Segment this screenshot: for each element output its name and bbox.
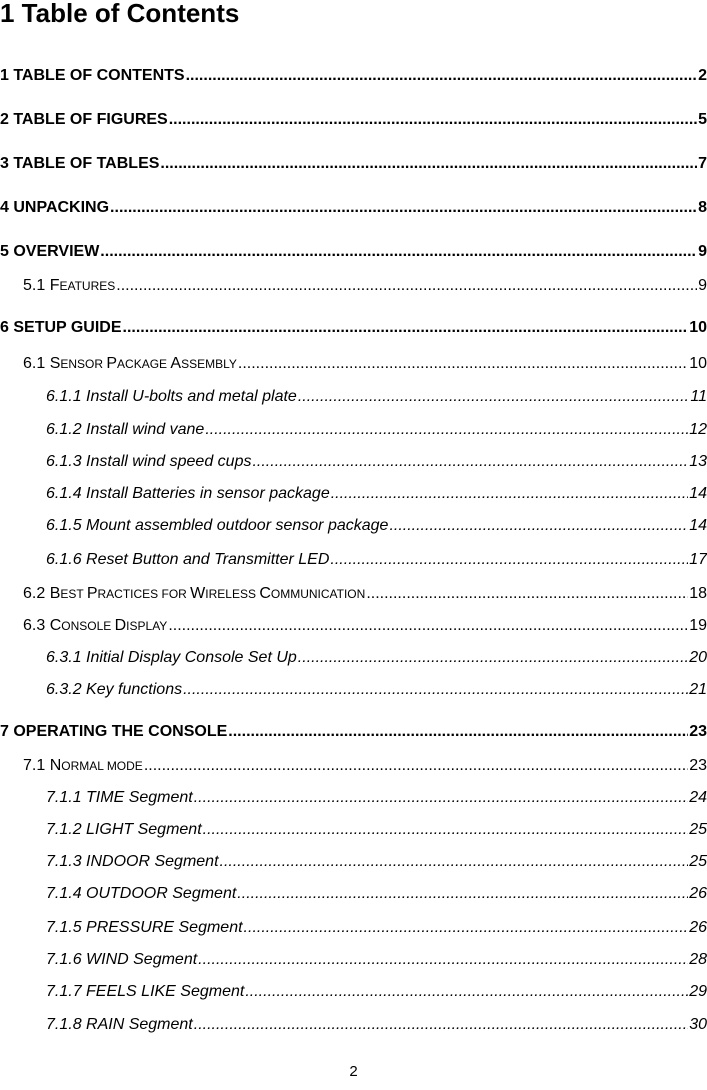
toc-dot-leader [183,680,688,700]
toc-entry[interactable] [0,150,707,174]
toc-entry[interactable] [46,512,707,536]
toc-entry-page-number: 20 [689,649,707,666]
toc-entry-page-number: 24 [689,789,707,806]
toc-entry-page-number: 10 [689,355,707,372]
toc-entry[interactable] [46,946,707,970]
toc-entry-title [46,550,329,570]
toc-entry-title-part: 6.1.4 Install Batteries in sensor package [46,485,330,502]
toc-entry-title-part: EATURES [59,279,116,293]
toc-dot-leader [116,276,697,296]
toc-entry-page-number: 12 [689,421,707,438]
toc-entry[interactable] [46,784,707,808]
toc-entry-page-number: 21 [689,681,707,698]
toc-entry-title [23,276,115,296]
toc-dot-leader [186,66,698,86]
toc-dot-leader [194,788,688,808]
toc-entry[interactable] [46,546,707,570]
toc-entry-title [0,110,168,130]
toc-dot-leader [330,550,688,570]
toc-entry-title-part: 7.1.3 INDOOR Segment [46,853,219,870]
toc-entry-title-part: ISPLAY [126,619,168,633]
toc-entry-page-number: 18 [689,585,707,602]
toc-entry[interactable] [0,314,707,338]
toc-entry-title [46,387,297,407]
toc-entry-page-number: 14 [689,517,707,534]
toc-entry-title-part: 7 OPERATING THE CONSOLE [0,723,228,740]
toc-entry-page-number: 8 [698,199,707,216]
toc-entry-title [46,484,330,504]
toc-entry-page-number: 5 [698,111,707,128]
toc-dot-leader [198,950,688,970]
toc-entry-page-number: 14 [689,485,707,502]
toc-entry-page-number: 25 [689,853,707,870]
toc-entry-title [23,354,237,374]
toc-entry[interactable] [46,480,707,504]
toc-entry-page-number: 11 [690,388,707,405]
toc-dot-leader [220,852,689,872]
toc-entry-title-part: 6.3.2 Key functions [46,681,183,698]
toc-entry[interactable] [46,816,707,840]
toc-entry-title-part: 6.1.2 Install wind vane [46,421,205,438]
toc-entry-title-part: 6.1.1 Install U-bolts and metal plate [46,388,297,405]
footer-page-number: 2 [349,1063,358,1080]
toc-entry-title [0,154,159,174]
toc-entry-title [46,1015,193,1035]
toc-dot-leader [110,198,697,218]
toc-entry-title [46,884,236,904]
toc-entry-page-number: 9 [698,277,707,294]
toc-entry-title-part: 7.1.2 LIGHT Segment [46,821,202,838]
toc-entry-title [0,318,122,338]
toc-dot-leader [194,1015,688,1035]
toc-entry-title-part: 3 TABLE OF TABLES [0,155,160,172]
toc-entry[interactable] [0,194,707,218]
toc-entry-title-part: 6 SETUP GUIDE [0,319,122,336]
toc-dot-leader [244,918,689,938]
toc-dot-leader [169,110,697,130]
toc-entry-title-part: ONSOLE [61,619,115,633]
toc-entry-title-part: D [114,617,127,634]
toc-entry-title-part: C [259,585,271,602]
toc-entry-title [46,820,202,840]
toc-entry-page-number: 23 [689,723,707,740]
toc-entry-page-number: 29 [689,983,707,1000]
toc-entry-title-part: 6.1.6 Reset Button and Transmitter LED [46,551,330,568]
toc-entry[interactable] [46,383,707,407]
toc-entry-title-part: 7.1.7 FEELS LIKE Segment [46,983,245,1000]
toc-entry[interactable] [46,880,707,904]
toc-entry-title-part: 6.1 S [23,355,61,372]
toc-entry-title [46,452,251,472]
toc-entry-title-part: P [86,585,98,602]
toc-entry-title-part: 6.3.1 Initial Display Console Set Up [46,649,297,666]
toc-entry-title-part: 4 UNPACKING [0,199,110,216]
toc-entry-title [23,616,167,636]
toc-entry-title-part: ACKAGE [117,357,171,371]
toc-entry-title-part: 7.1 N [23,757,62,774]
toc-entry-title-part: RACTICES FOR [97,587,191,601]
toc-entry[interactable] [46,978,707,1002]
toc-entry[interactable] [46,914,707,938]
toc-dot-leader [237,884,688,904]
toc-entry-title-part: 7.1.1 TIME Segment [46,789,193,806]
toc-entry-title [0,722,227,742]
toc-entry[interactable] [23,752,707,776]
toc-entry-page-number: 30 [689,1016,707,1033]
toc-entry[interactable] [46,848,707,872]
toc-entry-page-number: 19 [689,617,707,634]
toc-entry[interactable] [46,448,707,472]
toc-dot-leader [168,616,688,636]
toc-entry[interactable] [46,1011,707,1035]
toc-entry-title [46,516,388,536]
toc-dot-leader [203,820,689,840]
toc-entry[interactable] [46,676,707,700]
toc-dot-leader [228,722,688,742]
toc-entry-title-part: P [106,355,118,372]
toc-dot-leader [331,484,688,504]
toc-entry-title-part: 5 OVERVIEW [0,243,100,260]
toc-entry-title-part: 7.1.6 WIND Segment [46,951,198,968]
toc-entry-title-part: 6.1.3 Install wind speed cups [46,453,252,470]
toc-entry-page-number: 26 [689,885,707,902]
toc-entry-title [23,584,365,604]
toc-entry-page-number: 10 [689,319,707,336]
toc-entry-title [0,66,185,86]
toc-entry[interactable] [23,350,707,374]
toc-entry-title-part: IRELESS [205,587,260,601]
toc-entry-title [46,918,243,938]
toc-dot-leader [238,354,688,374]
toc-heading: 1 Table of Contents [0,0,240,28]
toc-entry-page-number: 17 [689,551,707,568]
toc-entry-title [46,950,197,970]
toc-entry-page-number: 13 [689,453,707,470]
toc-entry-title-part: A [170,355,182,372]
toc-entry-title-part: 2 TABLE OF FIGURES [0,111,168,128]
toc-dot-leader [160,154,697,174]
toc-dot-leader [245,982,688,1002]
toc-entry-title-part: 7.1.5 PRESSURE Segment [46,919,243,936]
toc-entry-title-part: 5.1 F [23,277,60,294]
toc-entry-page-number: 9 [698,243,707,260]
toc-entry-title [46,788,193,808]
toc-entry-title [0,198,109,218]
toc-entry-title-part: 7.1.4 OUTDOOR Segment [46,885,237,902]
toc-entry-title-part: ENSOR [60,357,107,371]
toc-entry[interactable] [23,612,707,636]
toc-entry-title-part: 1 TABLE OF CONTENTS [0,67,185,84]
toc-entry-page-number: 2 [698,67,707,84]
toc-entry[interactable] [46,644,707,668]
toc-dot-leader [144,756,688,776]
toc-dot-leader [100,242,697,262]
toc-entry-page-number: 25 [689,821,707,838]
toc-entry-title [23,756,143,776]
toc-entry-title-part: W [190,585,206,602]
toc-entry-title [46,648,297,668]
toc-entry-title-part: 7.1.8 RAIN Segment [46,1016,193,1033]
toc-entry-title-part: SSEMBLY [181,357,237,371]
toc-entry[interactable] [0,106,707,130]
toc-dot-leader [366,584,688,604]
toc-entry[interactable] [23,272,707,296]
toc-entry[interactable] [0,62,707,86]
toc-dot-leader [252,452,688,472]
toc-entry-title [46,852,219,872]
toc-entry-title-part: ORMAL MODE [61,759,143,773]
toc-entry-title [46,420,204,440]
toc-dot-leader [123,318,689,338]
toc-entry-title-part: 6.3 C [23,617,62,634]
toc-entry[interactable] [0,718,707,742]
toc-dot-leader [298,648,688,668]
toc-entry-title-part: 6.2 B [23,585,61,602]
toc-entry-title [0,242,99,262]
toc-entry-title-part: EST [60,587,87,601]
toc-entry[interactable] [46,416,707,440]
toc-entry-title [46,982,244,1002]
toc-entry-page-number: 26 [689,919,707,936]
toc-entry-page-number: 28 [689,951,707,968]
toc-entry-page-number: 23 [689,757,707,774]
toc-entry-title [46,680,182,700]
toc-dot-leader [389,516,688,536]
toc-entry-title-part: 6.1.5 Mount assembled outdoor sensor package [46,517,389,534]
toc-dot-leader [298,387,690,407]
toc-entry[interactable] [0,238,707,262]
toc-dot-leader [205,420,688,440]
toc-entry[interactable] [23,580,707,604]
toc-entry-page-number: 7 [698,155,707,172]
toc-entry-title-part: OMMUNICATION [270,587,366,601]
